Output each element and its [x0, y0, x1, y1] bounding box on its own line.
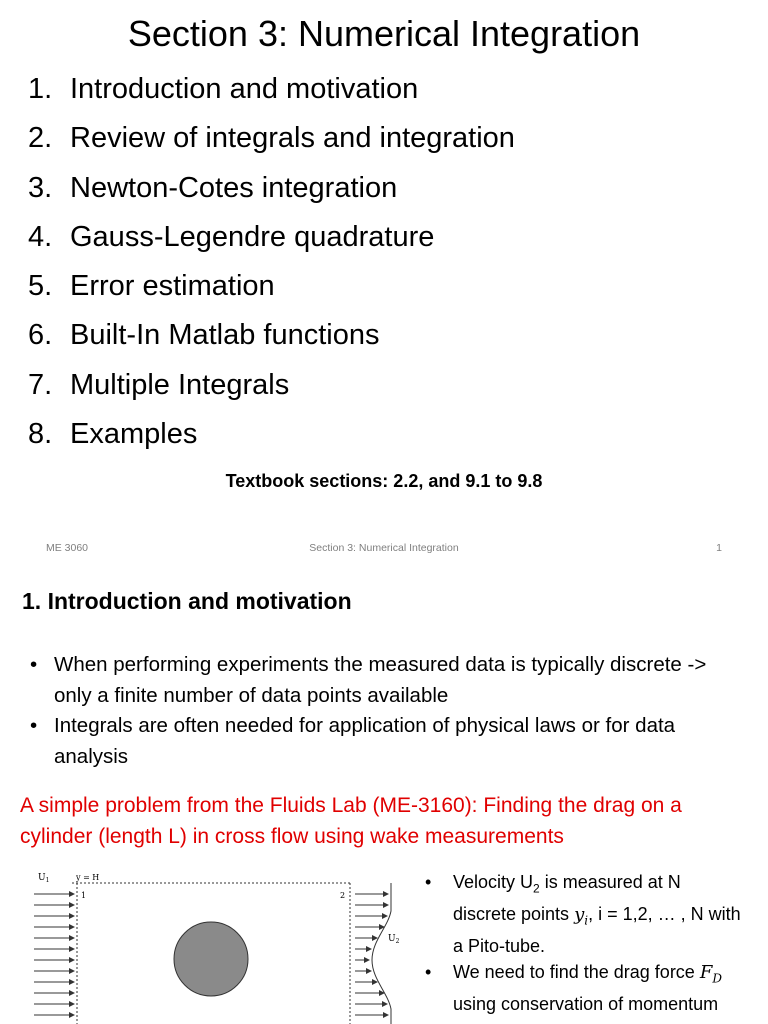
- slide-2-title: 1. Introduction and motivation: [22, 588, 352, 614]
- toc-label: Gauss-Legendre quadrature: [70, 220, 435, 253]
- bullet-item-velocity: • Velocity $U_2$ is measured at N discrete points $y_i$, i = 1,2, … , N with a Pito-tube.: [423, 870, 743, 960]
- toc-item: [28, 366, 515, 415]
- cylinder: [174, 922, 248, 996]
- right-bullet-list: [423, 870, 743, 1017]
- toc-label: Error estimation: [70, 270, 275, 303]
- toc-label: Newton-Cotes integration: [70, 171, 398, 204]
- toc-number: 2.: [28, 122, 53, 155]
- problem-statement: A simple problem from the Fluids Lab (ME-3160): Finding the drag on a cylinder (length L) in cross flow using wake measurements: [20, 794, 682, 848]
- toc-item: [28, 415, 515, 464]
- slide-2: [0, 566, 768, 1024]
- toc-number: 3.: [28, 171, 53, 204]
- toc-number: 7.: [28, 368, 53, 401]
- wake-profile-curve: [372, 883, 391, 1024]
- inflow-arrows: [34, 894, 74, 1015]
- toc-item: [28, 70, 515, 119]
- table-of-contents: [28, 70, 515, 464]
- wake-measurement-diagram: [20, 869, 415, 1024]
- toc-number: 1.: [28, 73, 53, 105]
- station-1-label: 1: [81, 891, 87, 900]
- toc-item: [28, 267, 515, 316]
- bullet-item: • When performing experiments the measured data is typically discrete -> only a finite number of data points available: [22, 650, 722, 711]
- toc-item: [28, 169, 515, 218]
- toc-item: [28, 218, 515, 267]
- u2-label: $U_2$: [388, 934, 400, 945]
- bullet-item-drag-force: • We need to find the drag force $F_D$ using conservation of momentum: [423, 960, 743, 1018]
- toc-number: 4.: [28, 220, 53, 253]
- y-eq-h-label: y = H: [76, 873, 100, 882]
- footer-section-title: Section 3: Numerical Integration: [309, 542, 459, 554]
- wake-arrows: [355, 894, 388, 1015]
- toc-label: Examples: [70, 418, 198, 451]
- footer-page-number: 1: [716, 542, 722, 554]
- toc-number: 6.: [28, 319, 53, 352]
- toc-number: 8.: [28, 418, 53, 451]
- bullet-item: • Integrals are often needed for application of physical laws or for data analysis: [22, 711, 722, 772]
- slide-1-title: Section 3: Numerical Integration: [127, 13, 641, 54]
- toc-number: 5.: [28, 270, 53, 303]
- station-2-label: 2: [340, 891, 346, 900]
- footer-course: ME 3060: [46, 542, 89, 554]
- toc-label: Built-In Matlab functions: [70, 319, 380, 352]
- textbook-sections: Textbook sections: 2.2, and 9.1 to 9.8: [225, 471, 543, 491]
- toc-item: [28, 316, 515, 365]
- toc-label: Review of integrals and integration: [70, 122, 515, 155]
- toc-label: Introduction and motivation: [70, 73, 419, 105]
- bullet-list: [22, 650, 722, 772]
- u1-label: $U_1$: [38, 873, 50, 884]
- toc-item: [28, 119, 515, 168]
- toc-label: Multiple Integrals: [70, 368, 290, 401]
